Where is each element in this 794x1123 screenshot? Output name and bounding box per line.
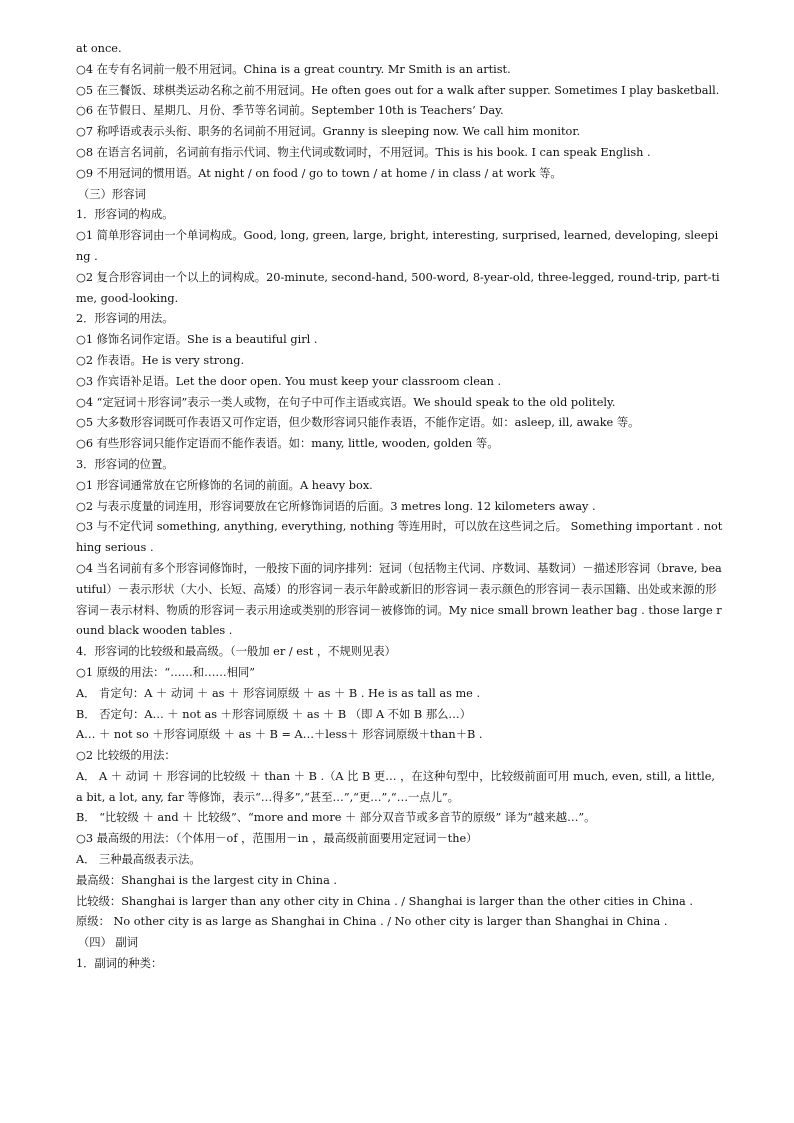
text-line: 比较级：Shanghai is larger than any other city in China . / Shanghai is larger than the other cities in China . [76,894,693,908]
section-heading: （四） 副词 [78,936,139,950]
text-line: 原级： No other city is as large as Shanghai in China . / No other city is larger than Shanghai in China . [76,915,668,929]
text-line: ○6 在节假日、星期几、月份、季节等名词前。September 10th is Teachers’ Day. [76,104,504,118]
text-line: ○8 在语言名词前，名词前有指示代词、物主代词或数词时，不用冠词。This is his book. I can speak English . [76,145,651,159]
text-line: A． 肯定句：A ＋ 动词 ＋ as ＋ 形容词原级 ＋ as ＋ B . He is as tall as me . [76,686,481,700]
text-line: B． 否定句：A… ＋ not as ＋形容词原级 ＋ as ＋ B （即 A 不如 B 那么…） [76,707,472,721]
text-line: ○1 原级的用法：“……和……相同” [76,665,256,679]
document-page [76,39,724,975]
text-line: A． A ＋ 动词 ＋ 形容词的比较级 ＋ than ＋ B .（A 比 B 更… ，在这种句型中，比较级前面可用 much, even, still, a little, a bit, a lot, any, far 等修饰，表示“…得多”,“甚至…”,“更…”,“…一点儿”。 [76,769,716,804]
text-line: B． “比较级 ＋ and ＋ 比较级”、“more and more ＋ 部分双音节或多音节的原级” 译为“越来越…”。 [76,811,596,825]
text-line: ○2 比较级的用法： [76,749,176,763]
text-line: at once. [76,42,122,55]
text-line: A… ＋ not so ＋形容词原级 ＋ as ＋ B = A…＋less＋ 形容词原级＋than＋B . [76,728,483,742]
text-line: ○4 在专有名词前一般不用冠词。China is a great country. Mr Smith is an artist. [76,62,511,76]
text-line: ○5 在三餐饭、球棋类运动名称之前不用冠词。He often goes out for a walk after supper. Sometimes I play basketball. [76,83,720,97]
subsection-heading: 1．副词的种类： [76,957,163,971]
text-line: 最高级：Shanghai is the largest city in China . [76,873,338,887]
text-line: ○4 “定冠词＋形容词”表示一类人或物，在句子中可作主语或宾语。We should speak to the old politely. [76,395,616,409]
section-heading: （三）形容词 [78,187,146,201]
text-line: ○1 修饰名词作定语。She is a beautiful girl . [76,333,318,347]
text-line: ○3 与不定代词 something, anything, everything, nothing 等连用时，可以放在这些词之后。 Something important . nothing serious . [76,520,723,555]
text-line: ○7 称呼语或表示头衔、职务的名词前不用冠词。Granny is sleeping now. We call him monitor. [76,125,581,139]
text-line: ○1 形容词通常放在它所修饰的名词的前面。A heavy box. [76,478,373,492]
text-line: ○9 不用冠词的惯用语。At night / on food / go to town / at home / in class / at work 等。 [76,166,562,180]
text-line: ○2 作表语。He is very strong. [76,353,245,367]
subsection-heading: 1．形容词的构成。 [76,208,174,222]
subsection-heading: 3．形容词的位置。 [76,457,174,471]
text-line: ○3 最高级的用法：（个体用－of ，范围用－in ，最高级前面要用定冠词－the） [76,832,478,846]
subsection-heading: 4．形容词的比较级和最高级。（一般加 er / est ，不规则见表） [76,645,396,659]
text-line: ○3 作宾语补足语。Let the door open. You must keep your classroom clean . [76,374,502,388]
subsection-heading: 2．形容词的用法。 [76,312,174,326]
text-line: A． 三种最高级表示法。 [76,853,201,867]
text-line: ○6 有些形容词只能作定语而不能作表语。如：many, little, wooden, golden 等。 [76,437,499,451]
text-line: ○5 大多数形容词既可作表语又可作定语，但少数形容词只能作表语，不能作定语。如：asleep, ill, awake 等。 [76,416,640,430]
text-line: ○2 与表示度量的词连用，形容词要放在它所修饰词语的后面。3 metres long. 12 kilometers away . [76,499,596,513]
text-line: ○2 复合形容词由一个以上的词构成。20-minute, second-hand, 500-word, 8-year-old, three-legged, round-trip, part-time, good-looking. [76,270,720,305]
text-line: ○1 简单形容词由一个单词构成。Good, long, green, large, bright, interesting, surprised, learned, developing, sleeping . [76,229,719,263]
text-line: ○4 当名词前有多个形容词修饰时，一般按下面的词序排列：冠词（包括物主代词、序数词、基数词）－描述形容词（brave, beautiful）－表示形状（大小、长短、高矮）的形容词－表示年龄或新旧的形容词－表示颜色的形容词－表示国籍、出处或来源的形容词－表示材料、物质的形容词－表示用途或类别的形容词－被修饰的词。My nice small brown leather bag . those large round black wooden tables . [76,561,722,638]
